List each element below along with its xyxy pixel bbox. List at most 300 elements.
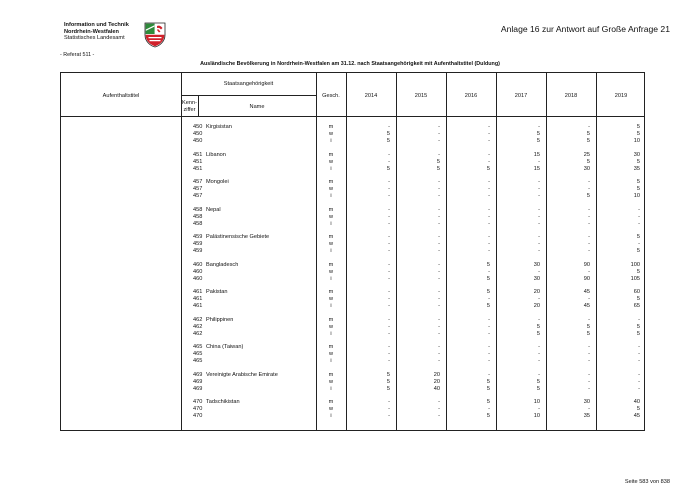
value-cell-2014: - [388,351,390,357]
value-cell-2014: - [388,358,390,364]
value-cell-2017: 20 [533,289,540,295]
country-group [61,179,646,199]
kennziffer-cell: 470 [193,399,203,405]
table-row [61,413,646,420]
value-cell-2016: - [488,151,490,158]
value-cell-2018: 90 [583,275,590,282]
value-cell-2019: 5 [636,406,640,412]
value-cell-2019: 100 [630,261,640,268]
value-cell-2019: 10 [633,138,640,144]
value-cell-2019: 5 [636,158,640,165]
country-group [61,262,646,282]
value-cell-2014: - [388,248,390,254]
kennziffer-cell: 470 [193,406,203,412]
value-cell-2017: 15 [533,151,540,158]
kennziffer-cell: 461 [193,289,203,295]
table-row [61,131,646,138]
kennziffer-cell: 461 [193,303,203,309]
geschlecht-cell: w [328,296,334,302]
country-name-cell: Philippinen [206,316,234,323]
value-cell-2015: - [438,261,440,268]
kennziffer-cell: 458 [193,220,203,227]
kennziffer-cell: 465 [193,344,203,350]
value-cell-2015: - [438,151,440,158]
value-cell-2019: 40 [633,399,640,405]
value-cell-2015: - [438,213,440,220]
value-cell-2017: - [538,358,540,364]
value-cell-2018: - [588,248,590,254]
value-cell-2015: - [438,275,440,282]
value-cell-2016: 5 [486,413,490,419]
geschlecht-cell: i [330,413,332,419]
value-cell-2017: 10 [533,413,540,419]
geschlecht-cell: i [330,358,332,364]
value-cell-2017: - [538,344,540,350]
table-row [61,179,646,186]
document-reference: Anlage 16 zur Antwort auf Große Anfrage 21 [500,24,670,34]
kennziffer-cell: 469 [193,385,203,392]
value-cell-2014: 5 [386,385,390,392]
kennziffer-cell: 462 [193,323,203,330]
value-cell-2015: - [438,206,440,213]
geschlecht-cell: i [330,138,332,144]
geschlecht-cell: m [328,289,334,295]
value-cell-2017: - [538,179,540,185]
kennziffer-cell: 461 [193,296,203,302]
kennziffer-cell: 450 [193,131,203,137]
value-cell-2014: 5 [386,371,390,378]
value-cell-2015: - [438,131,440,137]
value-cell-2018: - [588,186,590,192]
value-cell-2014: - [388,261,390,268]
value-cell-2017: 5 [536,385,540,392]
value-cell-2014: - [388,296,390,302]
value-cell-2017: 5 [536,323,540,330]
geschlecht-cell: i [330,220,332,227]
country-group [61,234,646,254]
table-row [61,193,646,200]
value-cell-2016: - [488,330,490,337]
value-cell-2014: 5 [386,138,390,144]
value-cell-2016: 5 [486,165,490,172]
value-cell-2014: 5 [386,165,390,172]
value-cell-2017: 15 [533,165,540,172]
value-cell-2017: - [538,220,540,227]
value-cell-2014: - [388,344,390,350]
country-name-cell: Nepal [206,206,221,213]
value-cell-2016: 5 [486,275,490,282]
value-cell-2015: - [438,330,440,337]
table-row [61,262,646,269]
value-cell-2018: 30 [583,399,590,405]
country-name-cell: Tadschikistan [206,399,240,405]
value-cell-2014: - [388,234,390,240]
table-row [61,248,646,255]
value-cell-2016: 5 [486,378,490,385]
value-cell-2015: - [438,268,440,275]
org-name-line1: Information und Technik [64,22,129,28]
table-body [60,117,645,431]
value-cell-2019: - [638,206,640,213]
value-cell-2017: - [538,158,540,165]
kennziffer-cell: 457 [193,179,203,185]
table-row [61,406,646,413]
value-cell-2018: - [588,406,590,412]
value-cell-2014: - [388,316,390,323]
value-cell-2017: 5 [536,330,540,337]
value-cell-2019: 10 [633,193,640,199]
geschlecht-cell: w [328,378,334,385]
value-cell-2014: - [388,213,390,220]
value-cell-2018: 5 [586,138,590,144]
kennziffer-cell: 465 [193,358,203,364]
value-cell-2018: - [588,220,590,227]
value-cell-2015: - [438,186,440,192]
value-cell-2016: 5 [486,385,490,392]
value-cell-2016: 5 [486,289,490,295]
value-cell-2017: 5 [536,378,540,385]
value-cell-2015: - [438,220,440,227]
value-cell-2019: 5 [636,124,640,130]
value-cell-2015: 5 [436,165,440,172]
value-cell-2019: - [638,351,640,357]
value-cell-2019: 5 [636,234,640,240]
geschlecht-cell: i [330,385,332,392]
country-group [61,317,646,337]
value-cell-2018: 30 [583,165,590,172]
country-name-cell: China (Taiwan) [206,344,244,350]
header-year-2019: 2019 [614,92,628,99]
value-cell-2017: - [538,296,540,302]
kennziffer-cell: 459 [193,234,203,240]
value-cell-2014: - [388,303,390,309]
geschlecht-cell: m [328,151,334,158]
value-cell-2016: - [488,131,490,137]
value-cell-2018: - [588,268,590,275]
value-cell-2018: 5 [586,323,590,330]
value-cell-2019: - [638,220,640,227]
value-cell-2015: - [438,124,440,130]
geschlecht-cell: m [328,234,334,240]
value-cell-2016: - [488,351,490,357]
geschlecht-cell: w [328,268,334,275]
kennziffer-cell: 465 [193,351,203,357]
value-cell-2017: - [538,351,540,357]
page-number: Seite 583 von 838 [624,479,670,485]
value-cell-2017: - [538,234,540,240]
value-cell-2016: - [488,138,490,144]
kennziffer-cell: 460 [193,268,203,275]
kennziffer-cell: 462 [193,330,203,337]
table-row [61,159,646,166]
geschlecht-cell: i [330,165,332,172]
value-cell-2019: 30 [633,151,640,158]
kennziffer-cell: 460 [193,261,203,268]
value-cell-2014: - [388,323,390,330]
value-cell-2014: - [388,241,390,247]
geschlecht-cell: w [328,351,334,357]
kennziffer-cell: 469 [193,371,203,378]
org-name-line3: Statistisches Landesamt [64,35,125,42]
value-cell-2018: 5 [586,330,590,337]
org-name-line2: Nordrhein-Westfalen [64,28,119,35]
value-cell-2016: - [488,296,490,302]
value-cell-2018: - [588,213,590,220]
value-cell-2019: 5 [636,179,640,185]
value-cell-2019: 5 [636,131,640,137]
value-cell-2016: - [488,213,490,220]
kennziffer-cell: 450 [193,124,203,130]
value-cell-2015: - [438,316,440,323]
value-cell-2018: - [588,378,590,385]
table-row [61,358,646,365]
value-cell-2018: 90 [583,261,590,268]
header-year-2017: 2017 [514,92,528,99]
value-cell-2014: - [388,124,390,130]
kennziffer-cell: 459 [193,248,203,254]
table-row [61,317,646,324]
nrw-crest-icon [144,22,166,48]
value-cell-2019: 60 [633,289,640,295]
value-cell-2014: - [388,330,390,337]
header-year-2016: 2016 [464,92,478,99]
value-cell-2014: - [388,220,390,227]
value-cell-2019: - [638,213,640,220]
geschlecht-cell: w [328,158,334,165]
value-cell-2016: - [488,268,490,275]
value-cell-2015: - [438,296,440,302]
value-cell-2019: - [638,344,640,350]
value-cell-2015: - [438,351,440,357]
table-row [61,276,646,283]
value-cell-2014: - [388,275,390,282]
value-cell-2016: - [488,234,490,240]
table-header [60,72,645,117]
value-cell-2018: 5 [586,158,590,165]
table-row [61,152,646,159]
table-row [61,241,646,248]
country-name-cell: Kirgisistan [206,124,232,130]
geschlecht-cell: i [330,330,332,337]
value-cell-2017: - [538,371,540,378]
value-cell-2019: - [638,241,640,247]
table-row [61,379,646,386]
value-cell-2018: - [588,234,590,240]
value-cell-2018: 5 [586,131,590,137]
header-staatsangehoerigkeit: Staatsangehörigkeit [223,81,274,87]
geschlecht-cell: w [328,323,334,330]
value-cell-2015: - [438,138,440,144]
country-group [61,399,646,419]
table-row [61,221,646,228]
geschlecht-cell: i [330,193,332,199]
value-cell-2018: 25 [583,151,590,158]
geschlecht-cell: m [328,179,334,185]
value-cell-2017: - [538,316,540,323]
header-year-2015: 2015 [414,92,428,99]
value-cell-2019: - [638,358,640,364]
header-kennziffer: Kenn-ziffer [182,99,197,113]
value-cell-2014: - [388,268,390,275]
table-row [61,207,646,214]
value-cell-2017: 5 [536,138,540,144]
value-cell-2017: 30 [533,261,540,268]
table-title: Ausländische Bevölkerung in Nordrhein-Westfalen am 31.12. nach Staatsangehörigkeit mit Aufenthaltstitel (Duldung) [200,61,500,67]
value-cell-2018: - [588,316,590,323]
value-cell-2019: 5 [636,330,640,337]
value-cell-2016: - [488,241,490,247]
value-cell-2019: 105 [630,275,640,282]
value-cell-2019: 65 [633,303,640,309]
geschlecht-cell: w [328,131,334,137]
geschlecht-cell: m [328,344,334,350]
value-cell-2018: - [588,241,590,247]
value-cell-2016: - [488,124,490,130]
value-cell-2019: 5 [636,248,640,254]
value-cell-2018: - [588,351,590,357]
org-name [64,22,144,42]
geschlecht-cell: m [328,316,334,323]
value-cell-2017: - [538,248,540,254]
table-row [61,186,646,193]
kennziffer-cell: 457 [193,193,203,199]
geschlecht-cell: i [330,303,332,309]
value-cell-2019: 5 [636,186,640,192]
kennziffer-cell: 458 [193,213,203,220]
header-year-2014: 2014 [364,92,378,99]
kennziffer-cell: 460 [193,275,203,282]
value-cell-2014: - [388,206,390,213]
value-cell-2017: - [538,186,540,192]
country-name-cell: Mongolei [206,179,229,185]
kennziffer-cell: 458 [193,206,203,213]
country-group [61,152,646,172]
geschlecht-cell: i [330,275,332,282]
value-cell-2019: - [638,316,640,323]
value-cell-2014: 5 [386,378,390,385]
value-cell-2016: - [488,248,490,254]
value-cell-2017: - [538,193,540,199]
kennziffer-cell: 469 [193,378,203,385]
table-row [61,166,646,173]
value-cell-2015: 20 [433,378,440,385]
country-name-cell: Libanon [206,151,226,158]
value-cell-2017: - [538,406,540,412]
value-cell-2016: - [488,316,490,323]
value-cell-2016: - [488,406,490,412]
value-cell-2018: - [588,344,590,350]
country-group [61,207,646,227]
header-aufenthaltstitel: Aufenthaltstitel [102,92,140,99]
value-cell-2017: 5 [536,131,540,137]
table-row [61,372,646,379]
value-cell-2016: - [488,323,490,330]
table-row [61,386,646,393]
kennziffer-cell: 451 [193,165,203,172]
value-cell-2014: - [388,179,390,185]
value-cell-2017: - [538,124,540,130]
geschlecht-cell: m [328,371,334,378]
value-cell-2014: - [388,186,390,192]
department-label: - Referat 511 - [60,52,95,58]
value-cell-2016: - [488,358,490,364]
country-group [61,124,646,144]
value-cell-2015: - [438,248,440,254]
value-cell-2018: - [588,124,590,130]
value-cell-2019: 5 [636,323,640,330]
value-cell-2014: - [388,406,390,412]
value-cell-2015: - [438,399,440,405]
value-cell-2019: 5 [636,296,640,302]
value-cell-2014: - [388,158,390,165]
table-row [61,269,646,276]
value-cell-2016: - [488,193,490,199]
value-cell-2015: - [438,344,440,350]
kennziffer-cell: 470 [193,413,203,419]
country-group [61,372,646,392]
value-cell-2017: 20 [533,303,540,309]
table-row [61,351,646,358]
value-cell-2015: - [438,406,440,412]
value-cell-2019: - [638,371,640,378]
value-cell-2015: - [438,193,440,199]
value-cell-2018: 5 [586,193,590,199]
geschlecht-cell: w [328,406,334,412]
value-cell-2015: 5 [436,158,440,165]
value-cell-2015: - [438,358,440,364]
value-cell-2014: 5 [386,131,390,137]
country-group [61,344,646,364]
value-cell-2016: 5 [486,399,490,405]
value-cell-2018: 35 [583,413,590,419]
table-row [61,303,646,310]
value-cell-2014: - [388,151,390,158]
table-row [61,399,646,406]
table-row [61,324,646,331]
value-cell-2015: 40 [433,385,440,392]
value-cell-2016: - [488,344,490,350]
geschlecht-cell: m [328,399,334,405]
value-cell-2015: - [438,241,440,247]
value-cell-2018: 45 [583,289,590,295]
value-cell-2018: - [588,358,590,364]
geschlecht-cell: m [328,261,334,268]
value-cell-2018: 45 [583,303,590,309]
value-cell-2019: 45 [633,413,640,419]
value-cell-2015: - [438,413,440,419]
country-name-cell: Pakistan [206,289,228,295]
table-row [61,214,646,221]
value-cell-2015: - [438,323,440,330]
value-cell-2016: - [488,179,490,185]
value-cell-2016: - [488,206,490,213]
value-cell-2019: - [638,385,640,392]
header-geschlecht: Gesch. [322,92,340,99]
value-cell-2018: - [588,296,590,302]
value-cell-2015: 20 [433,371,440,378]
country-name-cell: Palästinensische Gebiete [206,234,270,240]
kennziffer-cell: 459 [193,241,203,247]
value-cell-2016: - [488,220,490,227]
value-cell-2018: - [588,371,590,378]
kennziffer-cell: 451 [193,158,203,165]
table-row [61,138,646,145]
value-cell-2017: 30 [533,275,540,282]
value-cell-2016: - [488,186,490,192]
country-group [61,289,646,309]
value-cell-2017: - [538,241,540,247]
table-row [61,124,646,131]
